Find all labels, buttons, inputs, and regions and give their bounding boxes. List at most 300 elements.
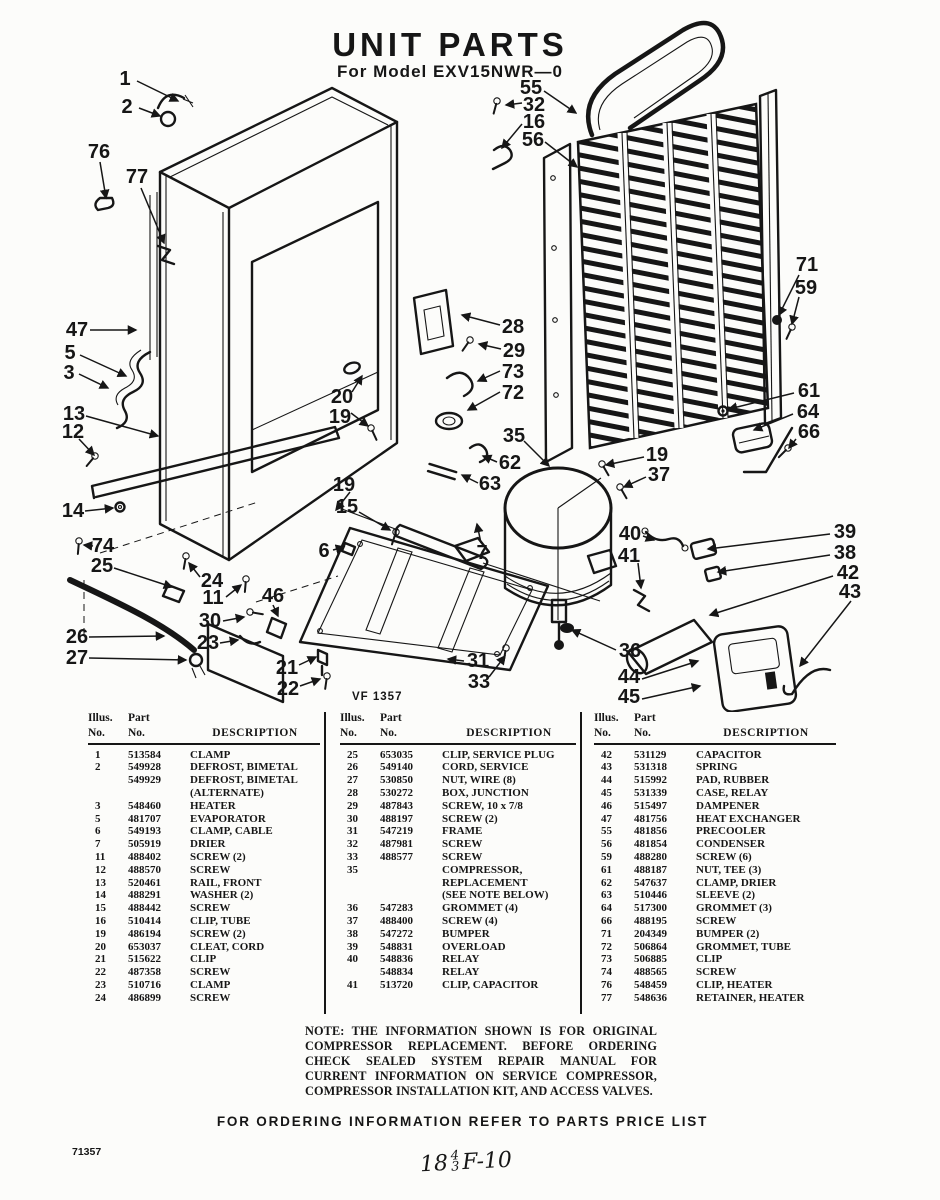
cell-part-no: 549140 [380, 761, 413, 774]
cell-part-no [128, 787, 184, 800]
cell-description: SLEEVE (2) [696, 889, 755, 902]
cell-description: PAD, RUBBER [696, 774, 770, 787]
cell-part-no: 488570 [128, 863, 161, 876]
table-row [340, 864, 576, 890]
cell-part-no: 548834 [380, 966, 413, 979]
cell-description: CLAMP, DRIER [696, 876, 777, 889]
cell-description: CLAMP [190, 748, 231, 761]
cell-description: CLIP, HEATER [696, 978, 773, 991]
cell-part-no: 488402 [128, 850, 161, 863]
cell-part-no: 530272 [380, 786, 413, 799]
cell-part-no: 510446 [634, 889, 667, 902]
cell-illus-no: 43 [601, 761, 612, 774]
hdr-illus: Illus. [340, 712, 365, 724]
table-row [88, 889, 320, 902]
hdr-no2: No. [634, 726, 651, 739]
table-row [340, 787, 576, 800]
cell-description: GROMMET (4) [442, 902, 518, 915]
callout-28: 28 [501, 316, 525, 338]
cell-part-no: 548636 [634, 991, 667, 1004]
cell-illus-no: 76 [601, 978, 612, 991]
cell-illus-no: 28 [347, 786, 358, 799]
cell-description: COMPRESSOR, REPLACEMENT [442, 863, 528, 889]
cell-part-no: 515622 [128, 953, 161, 966]
callout-26: 26 [65, 626, 89, 648]
table-row [594, 953, 836, 966]
table-header-row1 [594, 712, 836, 725]
cell-part-no: 548836 [380, 953, 413, 966]
cell-illus-no [88, 774, 122, 787]
cell-description: DEFROST, BIMETAL [190, 774, 298, 787]
cell-illus-no: 24 [95, 991, 106, 1004]
cell-description: SCREW [442, 838, 483, 851]
table-row [340, 966, 576, 979]
cell-description: CAPACITOR [696, 748, 762, 761]
cell-description: CLAMP [190, 978, 231, 991]
callout-63: 63 [478, 473, 502, 495]
table-row [340, 851, 576, 864]
callout-14: 14 [61, 500, 85, 522]
hdr-part: Part [380, 712, 402, 724]
cell-description: (SEE NOTE BELOW) [442, 889, 549, 902]
hw-frac-bottom: 3 [450, 1158, 460, 1175]
figure-code: VF 1357 [352, 691, 403, 703]
cell-part-no: 486899 [128, 991, 161, 1004]
callout-7: 7 [476, 542, 488, 564]
callout-6: 6 [318, 540, 330, 562]
cell-part-no: 481856 [634, 825, 667, 838]
cell-illus-no: 11 [95, 850, 106, 863]
cell-illus-no: 47 [601, 812, 612, 825]
cell-part-no: 549193 [128, 825, 161, 838]
cell-part-no: 506885 [634, 953, 667, 966]
cell-description: HEAT EXCHANGER [696, 812, 801, 825]
callout-11: 11 [202, 587, 224, 609]
cell-part-no [380, 889, 436, 902]
cell-part-no: 486194 [128, 927, 161, 940]
callout-15: 15 [335, 496, 359, 518]
cell-description: DAMPENER [696, 799, 760, 812]
callout-74: 74 [91, 535, 115, 557]
table-row [340, 902, 576, 915]
cell-illus-no: 7 [95, 838, 101, 851]
cell-part-no: 520461 [128, 876, 161, 889]
cell-illus-no: 71 [601, 927, 612, 940]
cell-description: CLEAT, CORD [190, 940, 265, 953]
model-subtitle: For Model EXV15NWR—0 [337, 62, 563, 81]
cell-part-no: 487358 [128, 966, 161, 979]
cell-illus-no: 36 [347, 902, 358, 915]
cell-illus-no: 3 [95, 799, 101, 812]
cell-part-no: 531318 [634, 761, 667, 774]
cell-illus-no: 41 [347, 978, 358, 991]
table-body [594, 749, 836, 1005]
cell-description: SCREW (2) [442, 812, 498, 825]
table-row [88, 864, 320, 877]
relay-cluster [598, 460, 830, 712]
cell-illus-no: 14 [95, 889, 106, 902]
cell-part-no: 531129 [634, 748, 667, 761]
callout-64: 64 [796, 401, 820, 423]
cord-cleat [343, 361, 380, 442]
cell-description: CONDENSER [696, 838, 766, 851]
cell-part-no [380, 864, 436, 890]
cell-illus-no: 38 [347, 927, 358, 940]
ordering-instruction: FOR ORDERING INFORMATION REFER TO PARTS PRICE LIST [216, 1114, 709, 1129]
cell-part-no: 548831 [380, 940, 413, 953]
cell-part-no: 653035 [380, 748, 413, 761]
cell-illus-no: 55 [601, 825, 612, 838]
cell-part-no: 488195 [634, 914, 667, 927]
table-row [88, 902, 320, 915]
cell-description: OVERLOAD [442, 940, 506, 953]
hdr-illus: Illus. [88, 712, 113, 724]
table-row [88, 774, 320, 787]
table-row [340, 838, 576, 851]
table-row [88, 979, 320, 992]
table-row [594, 915, 836, 928]
cell-part-no: 510414 [128, 914, 161, 927]
table-row [594, 966, 836, 979]
hdr-no1: No. [340, 726, 357, 739]
cell-part-no: 488400 [380, 914, 413, 927]
service-cord [70, 580, 205, 678]
callout-31: 31 [466, 650, 490, 672]
cell-description: SCREW [190, 902, 231, 915]
callout-13: 13 [62, 403, 86, 425]
cell-illus-no: 66 [601, 914, 612, 927]
callout-42: 42 [836, 562, 860, 584]
callout-30: 30 [198, 610, 222, 632]
callout-56: 56 [521, 129, 545, 151]
cell-part-no: 488197 [380, 812, 413, 825]
cell-illus-no: 12 [95, 863, 106, 876]
table-row [340, 953, 576, 966]
table-row [594, 825, 836, 838]
callout-47: 47 [65, 319, 89, 341]
callout-25: 25 [90, 555, 114, 577]
callout-12: 12 [61, 421, 85, 443]
callout-3: 3 [63, 362, 75, 384]
cell-description: RETAINER, HEATER [696, 991, 805, 1004]
cell-part-no: 488291 [128, 889, 161, 902]
cell-illus-no: 73 [601, 953, 612, 966]
table-row [594, 749, 836, 762]
table-row [88, 941, 320, 954]
cell-description: SCREW [190, 991, 231, 1004]
table-header-row1 [340, 712, 576, 725]
callout-37: 37 [647, 464, 671, 486]
handwritten-code [419, 1148, 512, 1178]
cell-illus-no: 19 [95, 927, 106, 940]
table-row [340, 889, 576, 902]
cell-illus-no: 77 [601, 991, 612, 1004]
callout-36: 36 [618, 640, 642, 662]
cell-part-no: 547637 [634, 876, 667, 889]
hdr-part: Part [128, 712, 150, 724]
cell-illus-no: 22 [95, 966, 106, 979]
cell-illus-no: 39 [347, 940, 358, 953]
callout-45: 45 [617, 686, 641, 708]
table-row [340, 761, 576, 774]
table-row [88, 992, 320, 1005]
callout-72: 72 [501, 382, 525, 404]
cell-description: BUMPER [442, 927, 490, 940]
cell-part-no: 549928 [128, 761, 161, 774]
callout-39: 39 [833, 521, 857, 543]
callout-27: 27 [65, 647, 89, 669]
table-row [88, 953, 320, 966]
table-row [88, 761, 320, 774]
cell-illus-no: 15 [95, 902, 106, 915]
cell-illus-no: 56 [601, 838, 612, 851]
hdr-part: Part [634, 712, 656, 724]
table-row [594, 800, 836, 813]
cell-description: EVAPORATOR [190, 812, 266, 825]
table-row [594, 813, 836, 826]
table-header-row2 [88, 727, 320, 745]
cell-illus-no: 74 [601, 966, 612, 979]
cell-illus-no: 42 [601, 748, 612, 761]
table-row [88, 800, 320, 813]
cell-description: CLAMP, CABLE [190, 825, 273, 838]
condenser-top-hardware [491, 97, 512, 169]
table-row [88, 749, 320, 762]
callout-21: 21 [275, 657, 299, 679]
cell-description: CLIP, SERVICE PLUG [442, 748, 555, 761]
callout-61: 61 [797, 380, 821, 402]
table-header-row1 [88, 712, 320, 725]
callout-1: 1 [119, 68, 131, 90]
cell-description: PRECOOLER [696, 825, 766, 838]
table-row [594, 928, 836, 941]
cell-description: CORD, SERVICE [442, 761, 529, 774]
callout-66: 66 [797, 421, 821, 443]
cell-description: RELAY [442, 953, 480, 966]
hdr-illus: Illus. [594, 712, 619, 724]
cell-illus-no: 25 [347, 748, 358, 761]
cell-description: GROMMET, TUBE [696, 940, 791, 953]
callout-33: 33 [467, 671, 491, 693]
cell-illus-no: 16 [95, 914, 106, 927]
table-body [88, 749, 320, 1005]
table-header-row2 [594, 727, 836, 745]
callout-41: 41 [617, 545, 641, 567]
cell-illus-no: 1 [95, 748, 101, 761]
callout-5: 5 [64, 342, 76, 364]
cell-part-no: 547283 [380, 902, 413, 915]
table-row [594, 851, 836, 864]
cell-description: SCREW (2) [190, 850, 246, 863]
callout-73: 73 [501, 361, 525, 383]
hdr-no2: No. [380, 726, 397, 739]
cell-illus-no: 27 [347, 774, 358, 787]
cell-part-no: 653037 [128, 940, 161, 953]
junction-box [414, 290, 474, 429]
table-row [340, 749, 576, 762]
cell-part-no: 505919 [128, 838, 161, 851]
cell-description: SCREW (2) [190, 927, 246, 940]
cell-part-no: 481854 [634, 838, 667, 851]
cell-part-no: 513584 [128, 748, 161, 761]
table-row [594, 787, 836, 800]
cell-part-no: 515992 [634, 774, 667, 787]
hdr-no1: No. [594, 726, 611, 739]
callout-71: 71 [795, 254, 819, 276]
cell-illus-no: 72 [601, 940, 612, 953]
cell-illus-no: 33 [347, 850, 358, 863]
cell-illus-no: 40 [347, 953, 358, 966]
cell-illus-no: 44 [601, 774, 612, 787]
cell-illus-no: 64 [601, 902, 612, 915]
cell-illus-no: 61 [601, 863, 612, 876]
callout-19: 19 [332, 474, 356, 496]
callout-22: 22 [276, 678, 300, 700]
table-row [88, 966, 320, 979]
table-row [340, 774, 576, 787]
table-row [594, 838, 836, 851]
cell-description: SPRING [696, 761, 738, 774]
cell-description: GROMMET (3) [696, 902, 772, 915]
table-row [340, 979, 576, 992]
cell-part-no: 549929 [128, 774, 161, 787]
parts-table-3 [594, 712, 836, 1005]
cell-illus-no [340, 966, 374, 979]
cell-part-no: 487843 [380, 799, 413, 812]
callout-35: 35 [502, 425, 526, 447]
hw-whole: 18 [419, 1150, 449, 1178]
cell-illus-no: 26 [347, 761, 358, 774]
cell-description: SCREW (4) [442, 914, 498, 927]
callout-43: 43 [838, 581, 862, 603]
table-row [594, 941, 836, 954]
cell-part-no: 547219 [380, 825, 413, 838]
cell-part-no: 515497 [634, 799, 667, 812]
table-row [594, 979, 836, 992]
cell-illus-no [340, 889, 374, 902]
table-row [594, 864, 836, 877]
cell-description: SCREW (6) [696, 850, 752, 863]
cell-description: WASHER (2) [190, 889, 254, 902]
compressor-note: NOTE: THE INFORMATION SHOWN IS FOR ORIGINAL COMPRESSOR REPLACEMENT. BEFORE ORDERING CHECK SEALED SYSTEM REPAIR MANUAL FOR CURRENT INFORMATION ON SERVICE COMPRESSOR, COMPRESSOR INSTALLATION KIT, AND ACCESS VALVES. [305, 1024, 657, 1098]
cell-description: HEATER [190, 799, 236, 812]
cell-part-no: 481756 [634, 812, 667, 825]
cell-description: SCREW [190, 863, 231, 876]
cell-description: CLIP [190, 953, 217, 966]
cell-part-no: 488442 [128, 902, 161, 915]
hw-frac-top: 4 [450, 1147, 460, 1164]
cell-illus-no: 46 [601, 799, 612, 812]
cell-illus-no [88, 787, 122, 800]
cell-part-no: 510716 [128, 978, 161, 991]
cell-illus-no: 5 [95, 812, 101, 825]
cell-description: RAIL, FRONT [190, 876, 262, 889]
cell-description: RELAY [442, 966, 480, 979]
callout-77: 77 [125, 166, 149, 188]
cell-illus-no: 6 [95, 825, 101, 838]
hdr-description: DESCRIPTION [212, 726, 298, 739]
callout-19: 19 [328, 406, 352, 428]
heat-exchanger-coil [95, 192, 174, 428]
cell-part-no: 548460 [128, 799, 161, 812]
cell-part-no: 548459 [634, 978, 667, 991]
cell-part-no: 531339 [634, 786, 667, 799]
cell-description: CLIP [696, 953, 723, 966]
cell-part-no: 488565 [634, 966, 667, 979]
cell-part-no: 488577 [380, 850, 413, 863]
hdr-description: DESCRIPTION [723, 726, 809, 739]
cell-part-no: 530850 [380, 774, 413, 787]
parts-table-1 [88, 712, 320, 1005]
cell-description: NUT, WIRE (8) [442, 774, 516, 787]
callout-62: 62 [498, 452, 522, 474]
cell-part-no: 547272 [380, 927, 413, 940]
cell-description: DEFROST, BIMETAL [190, 761, 298, 774]
cell-illus-no: 2 [95, 761, 101, 774]
hdr-no2: No. [128, 726, 145, 739]
table-row [594, 774, 836, 787]
cell-illus-no: 63 [601, 889, 612, 902]
callout-29: 29 [502, 340, 526, 362]
cabinet-outline [160, 88, 397, 702]
callout-24: 24 [200, 570, 224, 592]
table-divider-2 [580, 712, 582, 1014]
cell-description: FRAME [442, 825, 483, 838]
callout-44: 44 [617, 666, 641, 688]
table-row [594, 992, 836, 1005]
table-row [88, 877, 320, 890]
cell-description: SCREW [442, 850, 483, 863]
table-row [340, 941, 576, 954]
cell-description: CLIP, CAPACITOR [442, 978, 539, 991]
cell-part-no: 513720 [380, 978, 413, 991]
cell-illus-no: 20 [95, 940, 106, 953]
cell-part-no: 488187 [634, 863, 667, 876]
cell-illus-no: 31 [347, 825, 358, 838]
cell-illus-no: 45 [601, 786, 612, 799]
cell-part-no: 517300 [634, 902, 667, 915]
table-row [88, 915, 320, 928]
cell-part-no: 488280 [634, 850, 667, 863]
table-row [594, 761, 836, 774]
cell-description: SCREW [190, 966, 231, 979]
hw-suffix: F-10 [461, 1147, 513, 1176]
cell-part-no: 204349 [634, 927, 667, 940]
front-rail [92, 427, 339, 498]
cell-illus-no: 32 [347, 838, 358, 851]
cell-illus-no: 30 [347, 812, 358, 825]
cell-description: SCREW [696, 914, 737, 927]
cell-illus-no: 21 [95, 953, 106, 966]
table-row [340, 928, 576, 941]
table-row [340, 813, 576, 826]
table-row [340, 825, 576, 838]
parts-table-2 [340, 712, 576, 992]
callout-19: 19 [645, 444, 669, 466]
table-row [594, 877, 836, 890]
page-title: UNIT PARTS [332, 26, 568, 63]
cell-description: DRIER [190, 838, 226, 851]
cell-part-no: 506864 [634, 940, 667, 953]
table-body [340, 749, 576, 992]
callout-38: 38 [833, 542, 857, 564]
hw-fraction [450, 1147, 460, 1175]
cell-description: BUMPER (2) [696, 927, 760, 940]
table-row [88, 825, 320, 838]
cell-illus-no: 35 [347, 863, 358, 876]
callout-23: 23 [196, 632, 220, 654]
callout-55: 55 [519, 77, 543, 99]
